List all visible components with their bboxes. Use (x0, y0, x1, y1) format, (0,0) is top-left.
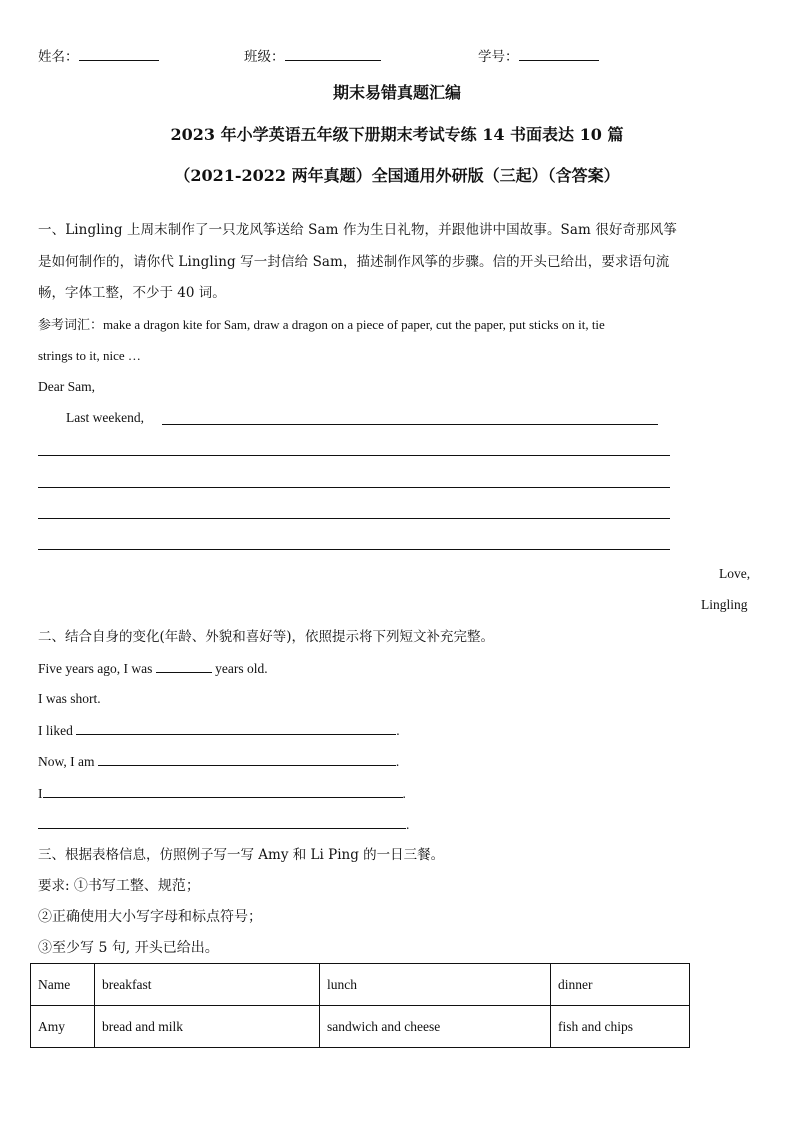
q1-prompt-line-3: 畅，字体工整，不少于 40 词。 (38, 285, 226, 301)
letter-closing: Love, (719, 566, 751, 581)
title-line-1: 期末易错真题汇编 (332, 83, 461, 102)
table-header-cell: Name (31, 964, 95, 1006)
class-blank[interactable] (285, 46, 381, 61)
table-cell: Amy (31, 1006, 95, 1048)
q2-line-4 (38, 751, 399, 772)
q2-line-3-text: I liked (38, 723, 73, 738)
writing-line-2[interactable] (38, 455, 670, 456)
q2-line-5 (38, 783, 406, 804)
q1-vocab-line-1: 参考词汇：make a dragon kite for Sam, draw a dragon on a piece of paper, cut the paper, put sticks on it, tie (38, 317, 605, 332)
q2-line-2: I was short. (38, 691, 101, 706)
free-blank-2[interactable] (38, 814, 406, 829)
q2-line-5-text: I (38, 786, 43, 801)
table-cell: sandwich and cheese (320, 1006, 551, 1048)
table-cell: bread and milk (95, 1006, 320, 1048)
q3-requirement-2: ②正确使用大小写字母和标点符号； (38, 909, 262, 925)
title-line-2: 2023 年小学英语五年级下册期末考试专练 14 书面表达 10 篇 (170, 125, 624, 144)
free-blank-1[interactable] (43, 783, 403, 798)
table-header-cell: lunch (320, 964, 551, 1006)
table-cell: fish and chips (551, 1006, 690, 1048)
q2-line-6-dot: . (406, 817, 410, 832)
name-label: 姓名： (38, 49, 79, 65)
student-id-label: 学号： (478, 49, 519, 65)
class-label: 班级： (244, 49, 285, 65)
letter-signature: Lingling (701, 597, 748, 612)
student-id-field (478, 45, 599, 65)
q2-line-1 (38, 658, 268, 679)
table-row (31, 1006, 690, 1048)
letter-greeting: Dear Sam, (38, 379, 95, 394)
q3-instruction: 三、根据表格信息，仿照例子写一写 Amy 和 Li Ping 的一日三餐。 (38, 847, 445, 863)
q2-instruction: 二、结合自身的变化(年龄、外貌和喜好等)，依照提示将下列短文补充完整。 (38, 629, 495, 645)
q2-line-3 (38, 720, 400, 741)
q1-prompt-line-1: 一、Lingling 上周末制作了一只龙风筝送给 Sam 作为生日礼物，并跟他讲中国故事。Sam 很好奇那风筝 (38, 222, 677, 238)
q2-line-3-dot: . (396, 723, 400, 738)
name-field (38, 45, 159, 65)
writing-line-5[interactable] (38, 549, 670, 550)
meals-table (30, 963, 690, 1048)
q2-line-4-dot: . (395, 754, 400, 769)
q3-requirement-label: 要求: (38, 878, 74, 894)
now-blank[interactable] (98, 751, 396, 766)
table-header-row (31, 964, 690, 1006)
q3-requirement-3: ③至少写 5 句, 开头已给出。 (38, 940, 219, 956)
writing-line-1[interactable] (162, 424, 658, 425)
q3-requirement-1 (38, 876, 200, 896)
liked-blank[interactable] (76, 720, 396, 735)
table-header-cell: breakfast (95, 964, 320, 1006)
q2-line-4-text: Now, I am (38, 754, 95, 769)
table-header-cell: dinner (551, 964, 690, 1006)
age-blank[interactable] (156, 658, 212, 673)
q1-prompt-line-2: 是如何制作的，请你代 Lingling 写一封信给 Sam，描述制作风筝的步骤。信的开头已给出，要求语句流 (38, 254, 670, 270)
class-field (244, 45, 381, 65)
q2-line-6 (38, 814, 409, 835)
q1-vocab-line-2: strings to it, nice … (38, 348, 141, 363)
title-line-3: （2021-2022 两年真题）全国通用外研版（三起）（含答案） (174, 166, 620, 185)
letter-start (66, 408, 144, 428)
name-blank[interactable] (79, 46, 159, 61)
student-id-blank[interactable] (519, 46, 599, 61)
q3-requirement-1-text: ①书写工整、规范； (73, 878, 200, 894)
letter-start-text: Last weekend, (66, 410, 144, 425)
q2-line-5-dot: . (402, 786, 406, 801)
q2-line-1-post: years old. (215, 661, 268, 676)
writing-line-3[interactable] (38, 487, 670, 488)
writing-line-4[interactable] (38, 518, 670, 519)
q2-line-1-pre: Five years ago, I was (38, 661, 153, 676)
